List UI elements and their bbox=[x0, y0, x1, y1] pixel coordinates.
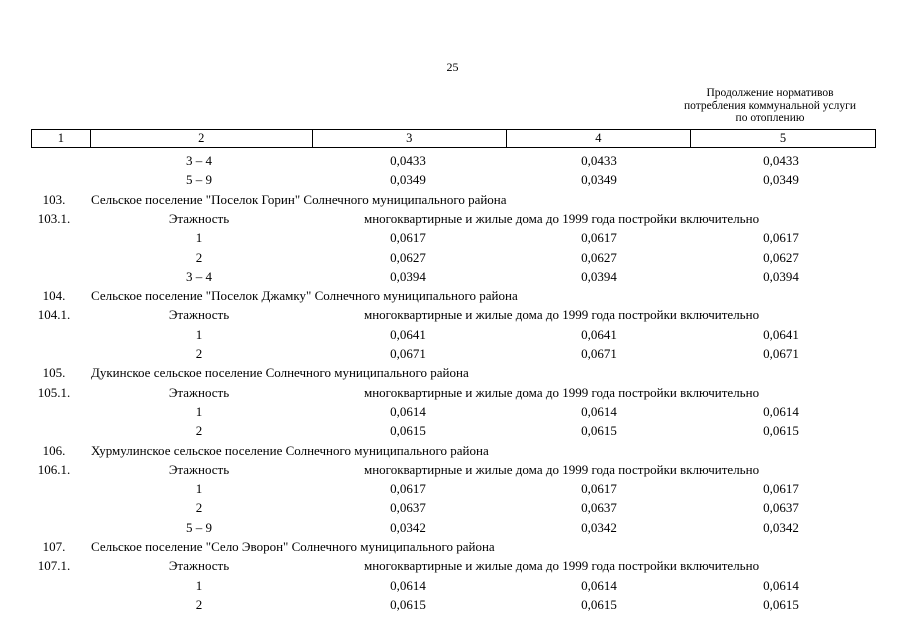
value-cell-col3: 0,0614 bbox=[390, 403, 426, 419]
value-cell-col3: 0,0617 bbox=[390, 481, 426, 497]
caption-line: Продолжение нормативов bbox=[706, 87, 834, 99]
value-cell-col3: 0,0627 bbox=[390, 249, 426, 265]
value-cell-col4: 0,0614 bbox=[581, 403, 617, 419]
section-number: 106. bbox=[42, 442, 66, 458]
table-row bbox=[0, 518, 905, 537]
value-cell-col5: 0,0617 bbox=[763, 481, 799, 497]
value-cell-col4: 0,0617 bbox=[581, 481, 617, 497]
column-header: 3 bbox=[313, 130, 507, 147]
value-cell-col4: 0,0671 bbox=[581, 346, 617, 361]
value-cell-col5: 0,0394 bbox=[763, 268, 799, 284]
value-cell-col4: 0,0342 bbox=[581, 519, 617, 535]
floor-count-cell: 5 – 9 bbox=[186, 172, 212, 188]
value-cell-col4: 0,0394 bbox=[581, 268, 617, 284]
table-header-row bbox=[31, 129, 876, 148]
table-caption bbox=[660, 87, 880, 125]
value-cell-col5: 0,0617 bbox=[763, 230, 799, 246]
building-type-label: многоквартирные и жилые дома до 1999 года постройки включительно bbox=[364, 558, 760, 574]
subsection-row bbox=[0, 209, 905, 228]
value-cell-col4: 0,0349 bbox=[581, 172, 617, 188]
value-cell-col5: 0,0627 bbox=[763, 249, 799, 265]
caption-line: потребления коммунальной услуги bbox=[684, 99, 856, 112]
section-number: 105. bbox=[42, 365, 66, 381]
value-cell-col3: 0,0433 bbox=[390, 153, 426, 168]
table-row bbox=[0, 228, 905, 247]
floor-count-cell: 3 – 4 bbox=[186, 268, 212, 284]
value-cell-col5: 0,0433 bbox=[763, 153, 799, 168]
subsection-row bbox=[0, 556, 905, 575]
column-header: 2 bbox=[91, 130, 313, 147]
value-cell-col5: 0,0615 bbox=[763, 423, 799, 439]
value-cell-col4: 0,0614 bbox=[581, 577, 617, 593]
section-title: Дукинское сельское поселение Солнечного муниципального района bbox=[91, 365, 469, 381]
floor-count-cell: 1 bbox=[195, 481, 203, 497]
value-cell-col3: 0,0641 bbox=[390, 326, 426, 342]
section-number: 104. bbox=[42, 288, 66, 304]
value-cell-col3: 0,0615 bbox=[390, 596, 426, 612]
table-row bbox=[0, 498, 905, 517]
section-title: Сельское поселение "Поселок Горин" Солнечного муниципального района bbox=[91, 191, 507, 207]
section-title: Сельское поселение "Село Эворон" Солнечного муниципального района bbox=[91, 539, 495, 554]
section-number: 107. bbox=[42, 539, 66, 554]
floor-count-cell: 2 bbox=[195, 423, 203, 439]
value-cell-col5: 0,0614 bbox=[763, 403, 799, 419]
value-cell-col4: 0,0641 bbox=[581, 326, 617, 342]
table-row bbox=[0, 344, 905, 363]
page-number: 25 bbox=[446, 60, 459, 74]
value-cell-col5: 0,0349 bbox=[763, 172, 799, 188]
subsection-number: 103.1. bbox=[37, 210, 71, 226]
value-cell-col5: 0,0671 bbox=[763, 346, 799, 361]
value-cell-col4: 0,0637 bbox=[581, 500, 617, 516]
table-row bbox=[0, 402, 905, 421]
value-cell-col3: 0,0614 bbox=[390, 577, 426, 593]
column-header: 4 bbox=[507, 130, 691, 147]
floor-count-cell: 2 bbox=[195, 249, 203, 265]
value-cell-col3: 0,0671 bbox=[390, 346, 426, 361]
floor-count-label: Этажность bbox=[168, 307, 230, 323]
section-row bbox=[0, 286, 905, 305]
value-cell-col3: 0,0349 bbox=[390, 172, 426, 188]
section-row bbox=[0, 190, 905, 209]
column-header: 1 bbox=[32, 130, 91, 147]
building-type-label: многоквартирные и жилые дома до 1999 года постройки включительно bbox=[364, 384, 760, 400]
subsection-row bbox=[0, 383, 905, 402]
value-cell-col3: 0,0394 bbox=[390, 268, 426, 284]
floor-count-cell: 2 bbox=[195, 596, 203, 612]
value-cell-col3: 0,0617 bbox=[390, 230, 426, 246]
table-row bbox=[0, 151, 905, 170]
column-header: 5 bbox=[779, 131, 787, 145]
value-cell-col5: 0,0637 bbox=[763, 500, 799, 516]
value-cell-col4: 0,0615 bbox=[581, 423, 617, 439]
building-type-label: многоквартирные и жилые дома до 1999 года постройки включительно bbox=[364, 210, 760, 226]
floor-count-cell: 1 bbox=[195, 403, 203, 419]
value-cell-col4: 0,0617 bbox=[581, 230, 617, 246]
floor-count-cell: 2 bbox=[195, 500, 203, 516]
table-row bbox=[0, 421, 905, 440]
subsection-number: 104.1. bbox=[37, 307, 71, 323]
table-row bbox=[0, 170, 905, 189]
table-row bbox=[0, 576, 905, 595]
value-cell-col5: 0,0641 bbox=[763, 326, 799, 342]
table-row bbox=[0, 325, 905, 344]
floor-count-label: Этажность bbox=[168, 384, 230, 400]
subsection-row bbox=[0, 460, 905, 479]
floor-count-label: Этажность bbox=[168, 461, 230, 477]
subsection-number: 107.1. bbox=[37, 558, 71, 574]
value-cell-col4: 0,0615 bbox=[581, 596, 617, 612]
caption-line: по отоплению bbox=[735, 112, 805, 124]
floor-count-cell: 3 – 4 bbox=[186, 153, 212, 168]
building-type-label: многоквартирные и жилые дома до 1999 года постройки включительно bbox=[364, 461, 760, 477]
table-row bbox=[0, 248, 905, 267]
value-cell-col5: 0,0614 bbox=[763, 577, 799, 593]
section-row bbox=[0, 537, 905, 556]
section-number: 103. bbox=[42, 191, 66, 207]
floor-count-label: Этажность bbox=[168, 558, 230, 574]
section-row bbox=[0, 363, 905, 382]
section-title: Сельское поселение "Поселок Джамку" Солнечного муниципального района bbox=[91, 288, 518, 304]
value-cell-col5: 0,0615 bbox=[763, 596, 799, 612]
floor-count-cell: 1 bbox=[195, 326, 203, 342]
value-cell-col4: 0,0433 bbox=[581, 153, 617, 168]
table-row bbox=[0, 595, 905, 614]
subsection-row bbox=[0, 305, 905, 324]
floor-count-cell: 2 bbox=[195, 346, 203, 361]
section-row bbox=[0, 441, 905, 460]
subsection-number: 105.1. bbox=[37, 384, 71, 400]
value-cell-col4: 0,0627 bbox=[581, 249, 617, 265]
value-cell-col5: 0,0342 bbox=[763, 519, 799, 535]
floor-count-cell: 5 – 9 bbox=[186, 519, 212, 535]
floor-count-cell: 1 bbox=[195, 230, 203, 246]
floor-count-label: Этажность bbox=[168, 210, 230, 226]
table-row bbox=[0, 479, 905, 498]
value-cell-col3: 0,0615 bbox=[390, 423, 426, 439]
floor-count-cell: 1 bbox=[195, 577, 203, 593]
section-title: Хурмулинское сельское поселение Солнечного муниципального района bbox=[91, 442, 489, 458]
subsection-number: 106.1. bbox=[37, 461, 71, 477]
building-type-label: многоквартирные и жилые дома до 1999 года постройки включительно bbox=[364, 307, 760, 323]
value-cell-col3: 0,0342 bbox=[390, 519, 426, 535]
table-row bbox=[0, 267, 905, 286]
value-cell-col3: 0,0637 bbox=[390, 500, 426, 516]
